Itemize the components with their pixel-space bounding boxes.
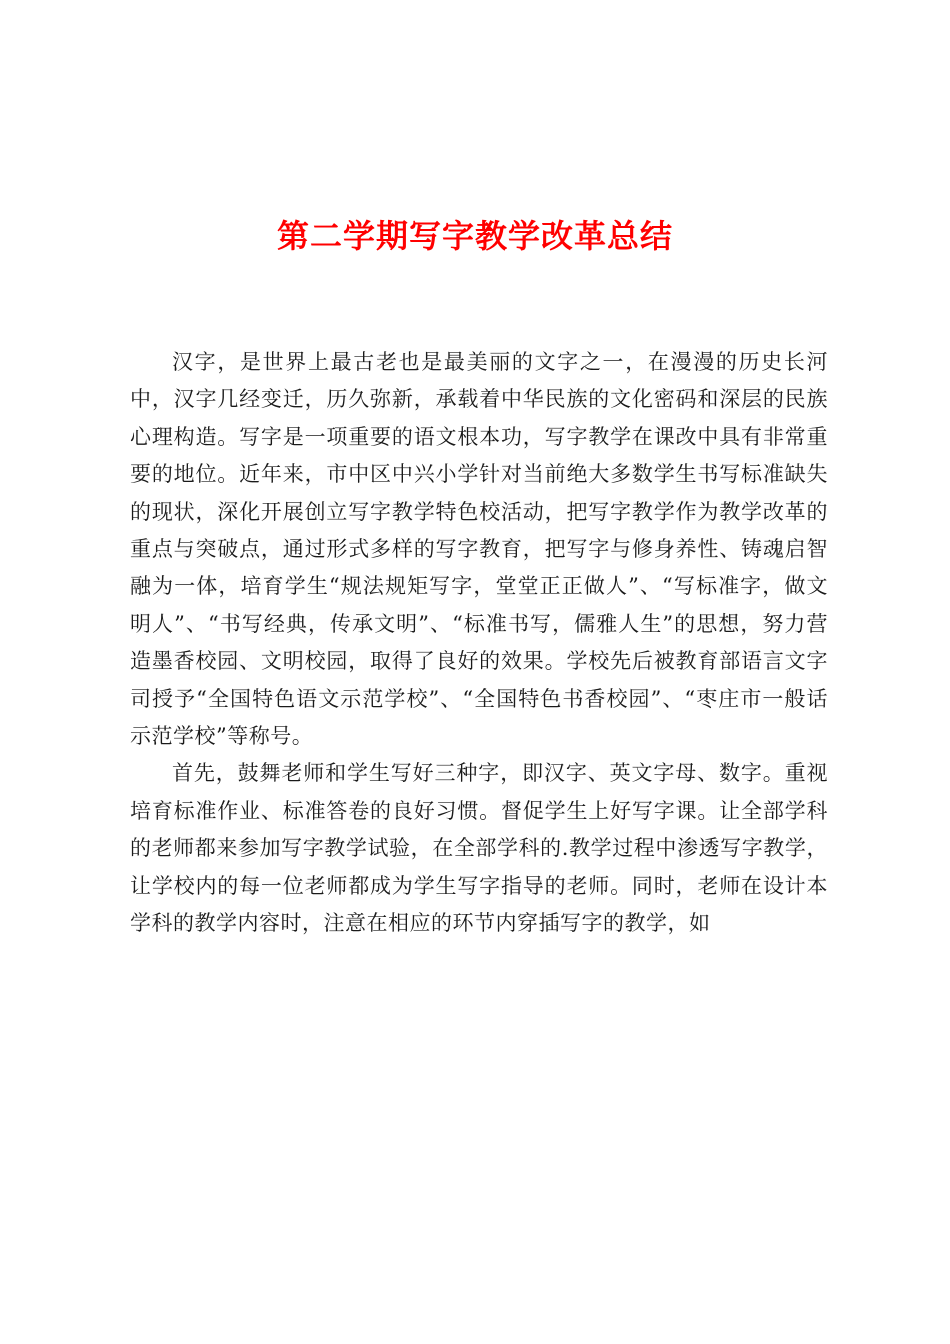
document-title: 第二学期写字教学改革总结 — [276, 217, 673, 255]
paragraph-intro: 汉字，是世界上最古老也是最美丽的文字之一，在漫漫的历史长河中，汉字几经变迁，历久弥新，承载着中华民族的文化密码和深层的民族心理构造。写字是一项重要的语文根本功，写字教学在课改中具有非常重要的地位。近年来，市中区中兴小学针对当前绝大多数学生书写标准缺失的现状，深化开展创立写字教学特色校活动，把写字教学作为教学改革的重点与突破点，通过形式多样的写字教育，把写字与修身养性、铸魂启智融为一体，培育学生“规法规矩写字，堂堂正正做人”、“写标准字，做文明人”、“书写经典，传承文明”、“标准书写，儒雅人生”的思想，努力营造墨香校园、文明校园，取得了良好的效果。学校先后被教育部语言文字司授予“全国特色语文示范学校”、“全国特色书香校园”、“枣庄市一般话示范学校”等称号。 — [130, 350, 828, 749]
document-body — [130, 344, 828, 943]
paragraph-first: 首先，鼓舞老师和学生写好三种字，即汉字、英文字母、数字。重视培育标准作业、标准答卷的良好习惯。督促学生上好写字课。让全部学科的老师都来参加写字教学试验，在全部学科的.教学过程中渗透写字教学，让学校内的每一位老师都成为学生写字指导的老师。同时，老师在设计本学科的教学内容时，注意在相应的环节内穿插写字的教学，如 — [130, 761, 828, 936]
